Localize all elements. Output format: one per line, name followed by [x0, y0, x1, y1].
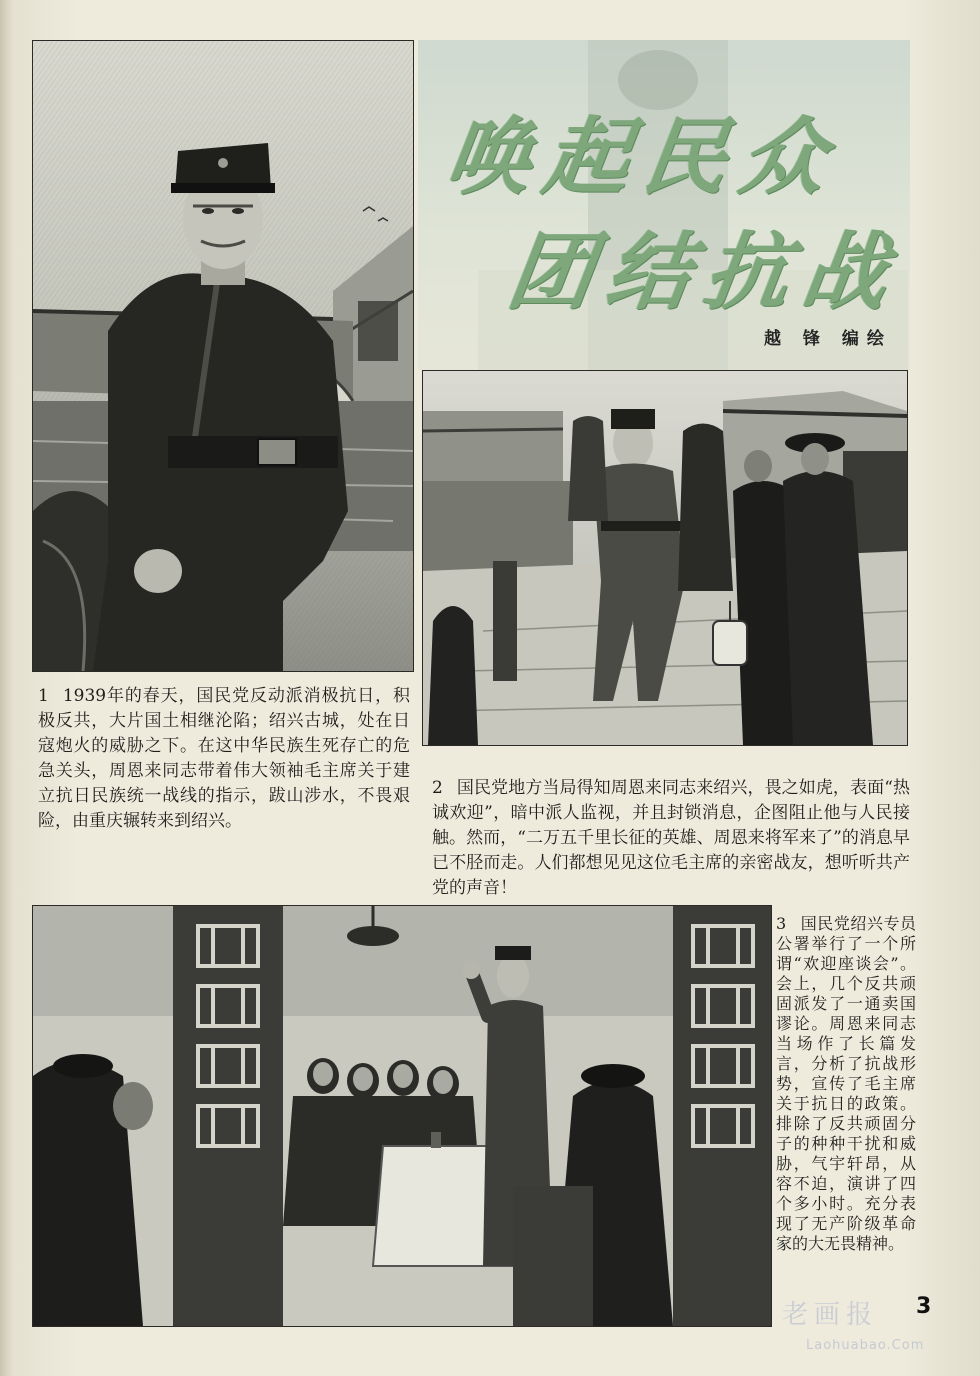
watermark-logo: 老画报	[782, 1300, 879, 1330]
title-line-2: 团结抗战	[502, 222, 909, 321]
illustration-panel-3	[32, 905, 772, 1327]
street-scene-illustration	[423, 371, 907, 745]
illustration-panel-2	[422, 370, 908, 746]
caption-text-2: 国民党地方当局得知周恩来同志来绍兴，畏之如虎，表面“热诚欢迎”，暗中派人监视，并且封锁消息，企图阻止他与人民接触。然而，“二万五千里长征的英雄、周恩来将军来了”的消息早已不胫而走。人们都想见见这位毛主席的亲密战友，想听听共产党的声音！	[432, 778, 910, 898]
caption-number-3: 3	[776, 914, 787, 933]
caption-text-3: 国民党绍兴专员公署举行了一个所谓“欢迎座谈会”。会上，几个反共顽固派发了一通卖国谬论。周恩来同志当场作了长篇发言，分析了抗战形势，宣传了毛主席关于抗日的政策。排除了反共顽固分子的种种干扰和威胁，气宇轩昂，从容不迫，演讲了四个多小时。充分表现了无产阶级革命家的大无畏精神。	[776, 914, 916, 1253]
title-block	[418, 40, 910, 370]
caption-text-1: 1939年的春天，国民党反动派消极抗日，积极反共，大片国土相继沦陷；绍兴古城，处在日寇炮火的威胁之下。在这中华民族生死存亡的危急关头，周恩来同志带着伟大领袖毛主席关于建立抗日民族统一战线的指示，跋山涉水，不畏艰险，由重庆辗转来到绍兴。	[38, 686, 410, 831]
illustration-panel-1	[32, 40, 414, 672]
caption-panel-1	[38, 684, 410, 834]
title-line-1: 唤起民众	[440, 107, 847, 206]
watermark-url: Laohuabao.Com	[806, 1338, 925, 1353]
meeting-scene-illustration	[33, 906, 771, 1326]
page-binding-edge	[0, 0, 14, 1376]
caption-panel-2	[432, 776, 910, 901]
page-number: 3	[916, 1294, 932, 1319]
caption-number-2: 2	[432, 778, 443, 798]
caption-panel-3	[776, 914, 916, 1254]
soldier-portrait-illustration	[33, 41, 413, 671]
byline: 越 锋 编绘	[764, 329, 892, 349]
caption-number-1: 1	[38, 686, 49, 706]
